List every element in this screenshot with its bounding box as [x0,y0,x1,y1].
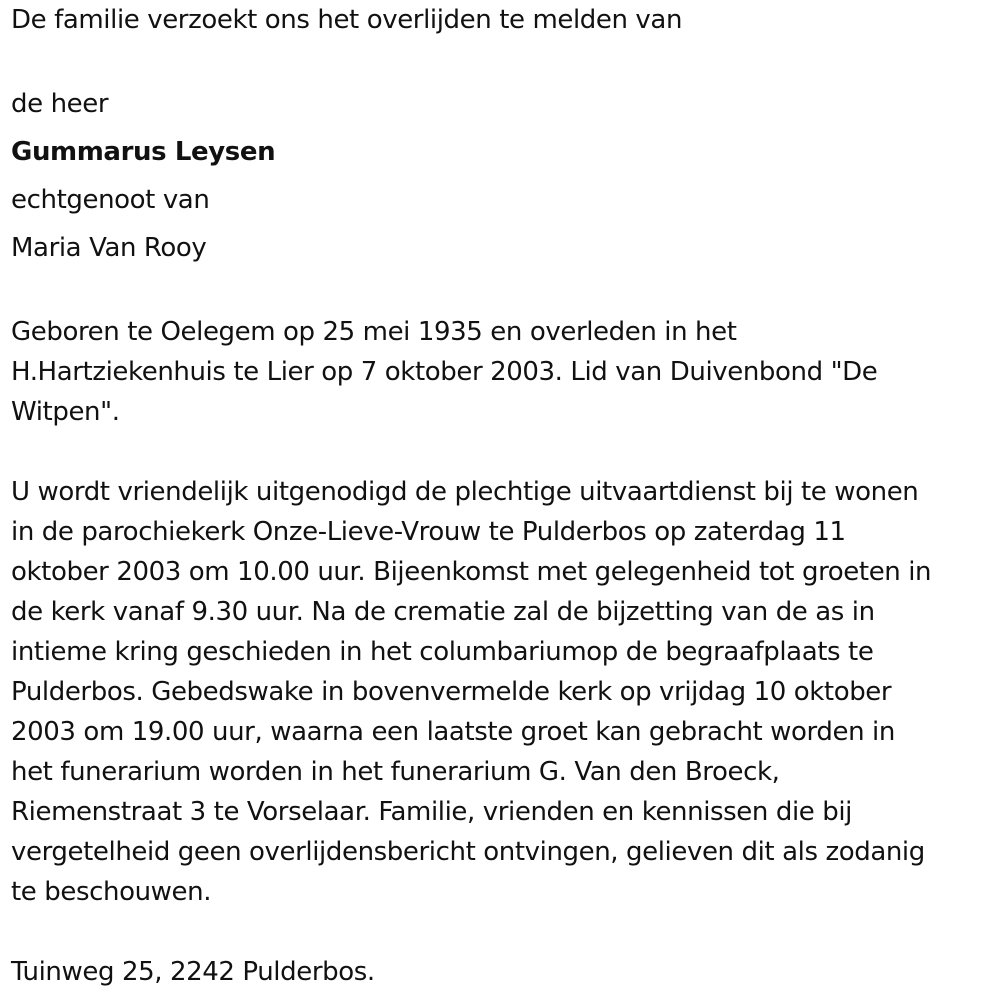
paragraph-line: U wordt vriendelijk uitgenodigd de plechtige uitvaartdienst bij te wonen [11,477,919,507]
service-paragraph [11,472,996,912]
address: Tuinweg 25, 2242 Pulderbos. [11,957,375,987]
paragraph-line: het funerarium worden in het funerarium G. Van den Broeck, [11,757,780,787]
blank-line [11,432,996,472]
spouse-name: Maria Van Rooy [11,233,207,263]
birth-death-paragraph [11,312,996,432]
paragraph-line: Geboren te Oelegem op 25 mei 1935 en overleden in het [11,317,737,347]
paragraph-line: Riemenstraat 3 te Vorselaar. Familie, vrienden en kennissen die bij [11,797,852,827]
blank-line [11,272,996,312]
notice-intro: De familie verzoekt ons het overlijden te melden van [11,5,683,35]
paragraph-line: in de parochiekerk Onze-Lieve-Vrouw te Pulderbos op zaterdag 11 [11,517,846,547]
paragraph-line: H.Hartziekenhuis te Lier op 7 oktober 2003. Lid van Duivenbond "De [11,357,878,387]
paragraph-line: de kerk vanaf 9.30 uur. Na de crematie zal de bijzetting van de as in [11,597,875,627]
death-notice [11,0,996,992]
paragraph-line: 2003 om 19.00 uur, waarna een laatste groet kan gebracht worden in [11,717,895,747]
title-prefix: de heer [11,89,109,119]
blank-line [11,40,996,80]
paragraph-line: vergetelheid geen overlijdensbericht ontvingen, gelieven dit als zodanig [11,837,925,867]
deceased-name: Gummarus Leysen [11,137,276,167]
paragraph-line: te beschouwen. [11,877,212,907]
paragraph-line: intieme kring geschieden in het columbariumop de begraafplaats te [11,637,874,667]
paragraph-line: Pulderbos. Gebedswake in bovenvermelde kerk op vrijdag 10 oktober [11,677,892,707]
paragraph-line: Witpen". [11,397,120,427]
paragraph-line: oktober 2003 om 10.00 uur. Bijeenkomst met gelegenheid tot groeten in [11,557,932,587]
relation-text: echtgenoot van [11,185,210,215]
blank-line [11,912,996,952]
